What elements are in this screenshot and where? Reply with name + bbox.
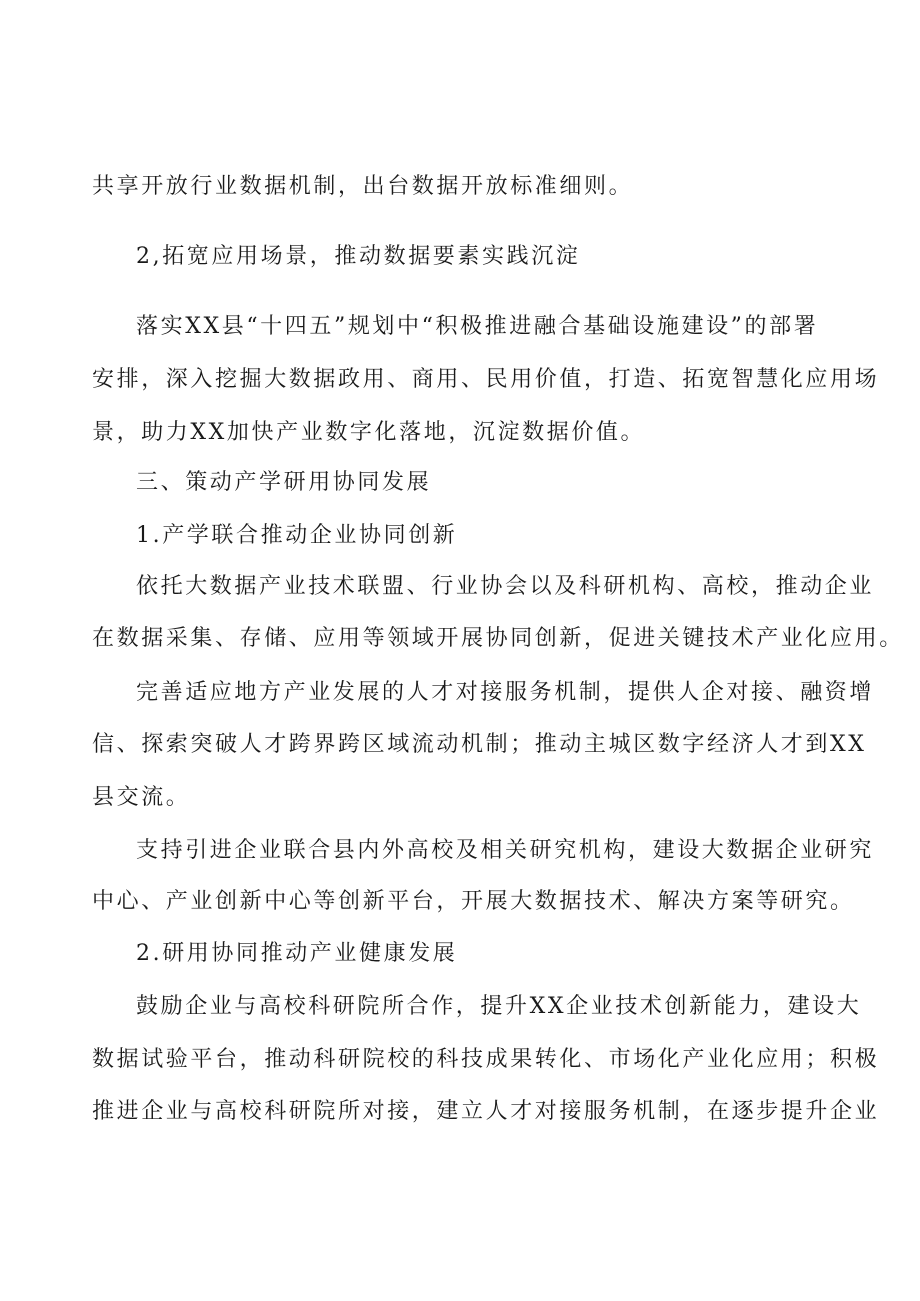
paragraph-line: 安排，深入挖掘大数据政用、商用、民用价值，打造、拓宽智慧化应用场 — [92, 367, 880, 392]
paragraph-line: 景，助力XX加快产业数字化落地，沉淀数据价值。 — [92, 420, 646, 445]
section-heading: 三、策动产学研用协同发展 — [136, 470, 432, 495]
paragraph-line: 中心、产业创新中心等创新平台，开展大数据技术、解决方案等研究。 — [92, 889, 855, 914]
paragraph-line: 在数据采集、存储、应用等领域开展协同创新，促进关键技术产业化应用。 — [92, 626, 904, 651]
paragraph-line: 支持引进企业联合县内外高校及相关研究机构，建设大数据企业研究 — [136, 838, 875, 863]
paragraph-line: 数据试验平台，推动科研院校的科技成果转化、市场化产业化应用；积极 — [92, 1047, 880, 1072]
paragraph-line: 落实XX县“十四五”规划中“积极推进融合基础设施建设”的部署 — [136, 314, 819, 339]
section-heading: 2,拓宽应用场景，推动数据要素实践沉淀 — [136, 244, 581, 269]
paragraph-line: 依托大数据产业技术联盟、行业协会以及科研机构、高校，推动企业 — [136, 574, 875, 599]
paragraph-line: 推进企业与高校科研院所对接，建立人才对接服务机制，在逐步提升企业 — [92, 1099, 880, 1124]
paragraph-line: 县交流。 — [92, 785, 191, 810]
paragraph-line: 共享开放行业数据机制，出台数据开放标准细则。 — [92, 174, 634, 199]
paragraph-line: 信、探索突破人才跨界跨区域流动机制；推动主城区数字经济人才到XX — [92, 732, 867, 757]
paragraph-line: 完善适应地方产业发展的人才对接服务机制，提供人企对接、融资增 — [136, 680, 875, 705]
paragraph-line: 鼓励企业与高校科研院所合作，提升XX企业技术创新能力，建设大 — [136, 994, 862, 1019]
section-heading: 2.研用协同推动产业健康发展 — [136, 941, 458, 966]
section-heading: 1.产学联合推动企业协同创新 — [136, 523, 458, 548]
